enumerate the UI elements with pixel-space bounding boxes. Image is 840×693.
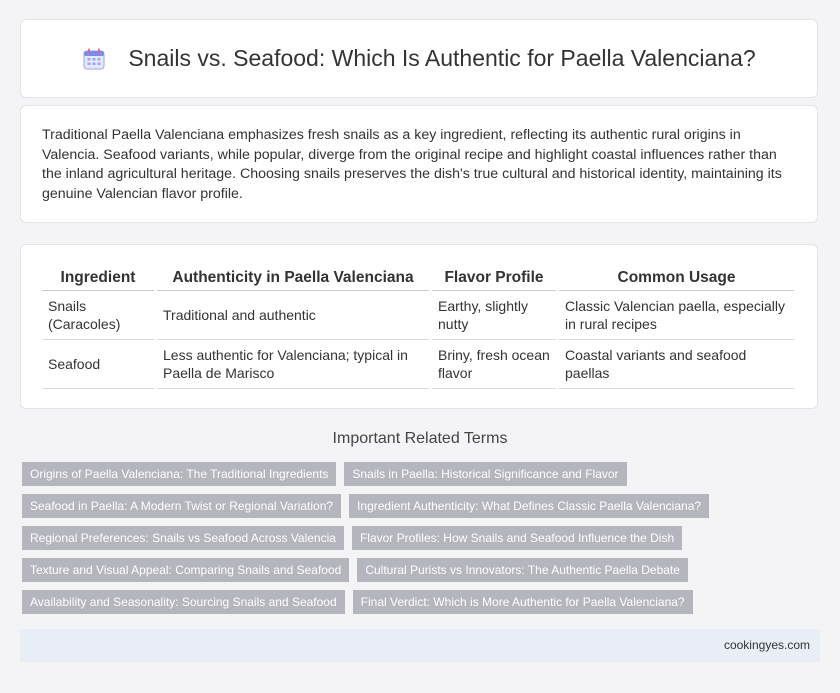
table-cell: Earthy, slightly nutty bbox=[432, 291, 556, 340]
term-tag[interactable]: Texture and Visual Appeal: Comparing Snails and Seafood bbox=[22, 558, 349, 582]
related-terms-title: Important Related Terms bbox=[332, 430, 508, 447]
tag-row bbox=[22, 462, 802, 486]
term-tag[interactable]: Regional Preferences: Snails vs Seafood Across Valencia bbox=[22, 526, 344, 550]
term-tag[interactable]: Flavor Profiles: How Snails and Seafood Influence the Dish bbox=[352, 526, 682, 550]
intro-card bbox=[20, 105, 818, 223]
page-title: Snails vs. Seafood: Which Is Authentic for Paella Valenciana? bbox=[128, 45, 756, 71]
table-cell: Traditional and authentic bbox=[157, 291, 429, 340]
comparison-table bbox=[39, 265, 797, 389]
term-tag[interactable]: Seafood in Paella: A Modern Twist or Regional Variation? bbox=[22, 494, 341, 518]
term-tag[interactable]: Final Verdict: Which is More Authentic for Paella Valenciana? bbox=[353, 590, 693, 614]
table-cell: Snails (Caracoles) bbox=[42, 291, 154, 340]
table-cell: Seafood bbox=[42, 340, 154, 389]
footer bbox=[20, 629, 820, 662]
term-tag[interactable]: Cultural Purists vs Innovators: The Authentic Paella Debate bbox=[357, 558, 688, 582]
term-tag[interactable]: Origins of Paella Valenciana: The Traditional Ingredients bbox=[22, 462, 336, 486]
column-header: Ingredient bbox=[42, 265, 154, 291]
calendar-icon bbox=[82, 47, 106, 71]
column-header: Flavor Profile bbox=[432, 265, 556, 291]
column-header: Common Usage bbox=[559, 265, 794, 291]
related-terms-list bbox=[22, 462, 802, 622]
site-credit[interactable]: cookingyes.com bbox=[723, 638, 810, 652]
table-cell: Coastal variants and seafood paellas bbox=[559, 340, 794, 389]
column-header: Authenticity in Paella Valenciana bbox=[157, 265, 429, 291]
table-cell: Classic Valencian paella, especially in rural recipes bbox=[559, 291, 794, 340]
tag-row bbox=[22, 558, 802, 582]
term-tag[interactable]: Snails in Paella: Historical Significance and Flavor bbox=[344, 462, 626, 486]
table-row bbox=[42, 340, 794, 389]
tag-row bbox=[22, 590, 802, 614]
comparison-table-card bbox=[20, 244, 818, 409]
table-header-row bbox=[42, 265, 794, 291]
intro-paragraph: Traditional Paella Valenciana emphasizes fresh snails as a key ingredient, reflecting its authentic rural origins in Valencia. Seafood variants, while popular, diverge from the original recipe and highlight coastal influences rather than the inland agricultural heritage. Choosing snails preserves the dish's true cultural and historical identity, maintaining its genuine Valencian flavor profile. bbox=[42, 127, 782, 202]
term-tag[interactable]: Availability and Seasonality: Sourcing Snails and Seafood bbox=[22, 590, 345, 614]
term-tag[interactable]: Ingredient Authenticity: What Defines Classic Paella Valenciana? bbox=[349, 494, 709, 518]
tag-row bbox=[22, 494, 802, 518]
table-row bbox=[42, 291, 794, 340]
tag-row bbox=[22, 526, 802, 550]
table-cell: Briny, fresh ocean flavor bbox=[432, 340, 556, 389]
title-card bbox=[20, 19, 818, 98]
table-cell: Less authentic for Valenciana; typical in Paella de Marisco bbox=[157, 340, 429, 389]
